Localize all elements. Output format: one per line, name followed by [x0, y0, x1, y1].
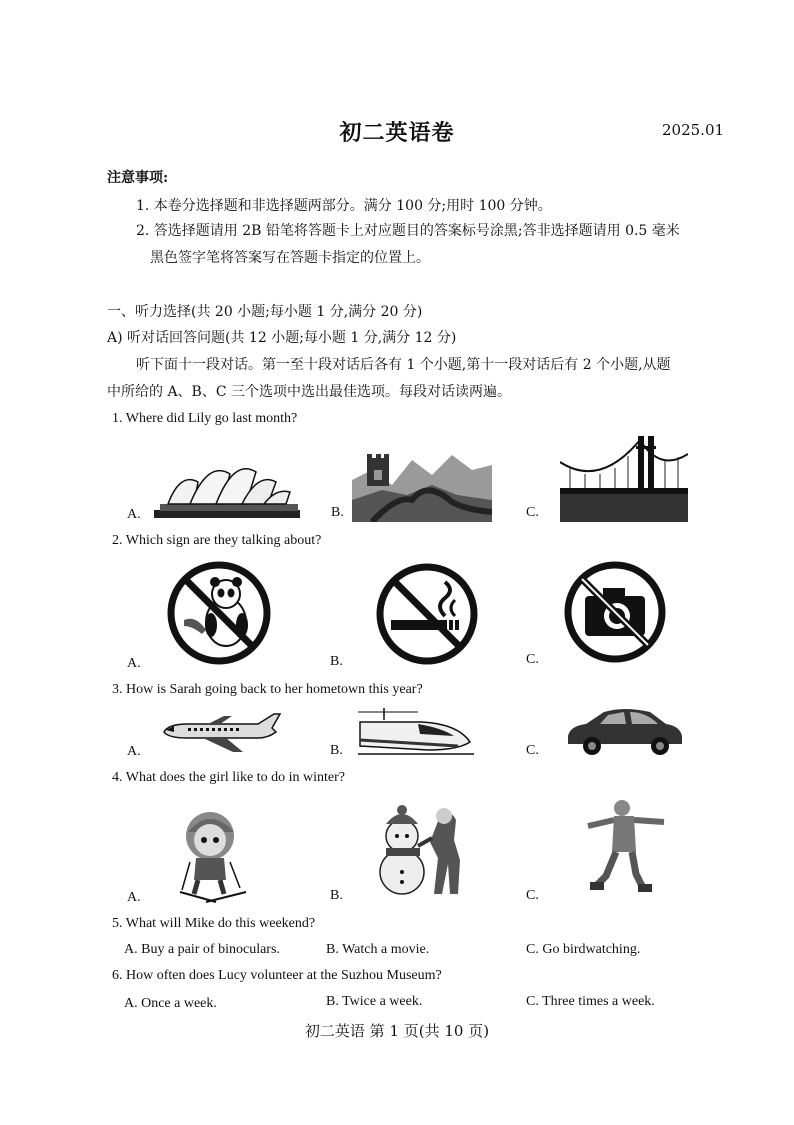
q4-option-b[interactable]: B. — [330, 888, 343, 903]
q3-option-c[interactable]: C. — [526, 743, 539, 758]
q2-option-a[interactable]: A. — [127, 656, 141, 671]
section-subheading: A) 听对话回答问题(共 12 小题;每小题 1 分,满分 12 分) — [107, 330, 457, 346]
section-heading: 一、听力选择(共 20 小题;每小题 1 分,满分 20 分) — [107, 304, 423, 320]
no-photography-sign-icon — [563, 560, 667, 664]
question-4: 4. What does the girl like to do in winter? — [112, 770, 346, 785]
notice-item-1: 1. 本卷分选择题和非选择题两部分。满分 100 分;用时 100 分钟。 — [136, 198, 552, 214]
q3-option-a[interactable]: A. — [127, 744, 141, 759]
question-1: 1. Where did Lily go last month? — [112, 411, 298, 426]
q1-option-b[interactable]: B. — [331, 505, 344, 520]
q6-option-b[interactable]: B. Twice a week. — [326, 994, 423, 1009]
q4-option-a[interactable]: A. — [127, 890, 141, 905]
q5-option-a[interactable]: A. Buy a pair of binoculars. — [124, 942, 280, 957]
q3-option-b[interactable]: B. — [330, 743, 343, 758]
q2-option-b[interactable]: B. — [330, 654, 343, 669]
snowman-icon — [372, 800, 470, 898]
q1-option-a[interactable]: A. — [127, 507, 141, 522]
no-smoking-sign-icon — [375, 562, 479, 666]
question-6: 6. How often does Lucy volunteer at the Suzhou Museum? — [112, 968, 442, 983]
section-instructions: 听下面十一段对话。第一至十段对话后各有 1 个小题,第十一段对话后有 2 个小题,从题 — [136, 357, 671, 373]
question-3: 3. How is Sarah going back to her hometown this year? — [112, 682, 423, 697]
no-panda-feeding-sign-icon — [166, 560, 272, 666]
sydney-opera-house-icon — [150, 452, 302, 522]
question-5: 5. What will Mike do this weekend? — [112, 916, 316, 931]
airplane-icon — [158, 712, 284, 754]
notice-heading: 注意事项: — [107, 170, 169, 186]
q4-option-c[interactable]: C. — [526, 888, 539, 903]
page-footer: 初二英语 第 1 页(共 10 页) — [304, 1022, 490, 1040]
section-instructions-cont: 中所给的 A、B、C 三个选项中选出最佳选项。每段对话读两遍。 — [107, 384, 512, 400]
high-speed-train-icon — [358, 706, 474, 756]
golden-gate-bridge-icon — [560, 432, 688, 522]
notice-item-2-cont: 黑色签字笔将答案写在答题卡指定的位置上。 — [150, 250, 430, 266]
skiing-girl-icon — [176, 806, 248, 904]
question-2: 2. Which sign are they talking about? — [112, 533, 322, 548]
q6-option-c[interactable]: C. Three times a week. — [526, 994, 655, 1009]
skating-person-icon — [580, 796, 670, 898]
page-title: 初二英语卷 — [339, 120, 455, 146]
car-icon — [564, 704, 684, 756]
q5-option-b[interactable]: B. Watch a movie. — [326, 942, 430, 957]
q6-option-a[interactable]: A. Once a week. — [124, 996, 217, 1011]
notice-item-2: 2. 答选择题请用 2B 铅笔将答题卡上对应题目的答案标号涂黑;答非选择题请用 0.5 毫米 — [136, 223, 680, 239]
great-wall-icon — [352, 440, 492, 522]
q2-option-c[interactable]: C. — [526, 652, 539, 667]
exam-date: 2025.01 — [662, 121, 725, 139]
q1-option-c[interactable]: C. — [526, 505, 539, 520]
q5-option-c[interactable]: C. Go birdwatching. — [526, 942, 641, 957]
